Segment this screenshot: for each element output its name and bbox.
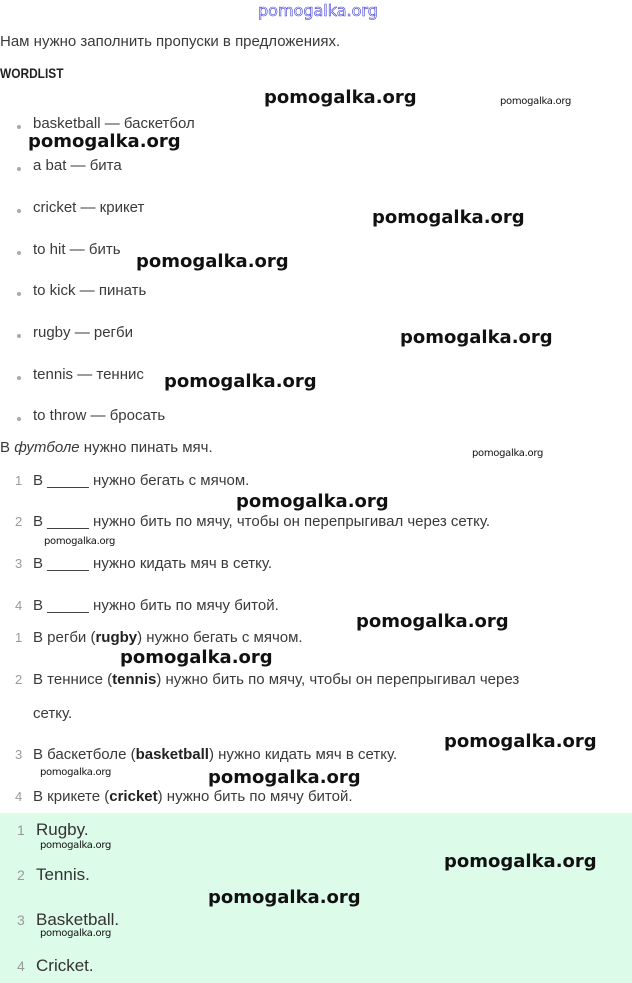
answer-post: ) нужно кидать мяч в сетку. — [208, 746, 398, 763]
short-answer-number: 1 — [17, 822, 25, 838]
question-number: 1 — [15, 473, 23, 488]
watermark: pomogalka.org — [136, 251, 289, 272]
answer-number: 3 — [15, 747, 23, 762]
example-sentence — [0, 439, 213, 457]
watermark: pomogalka.org — [40, 928, 112, 939]
watermark: pomogalka.org — [444, 851, 597, 872]
short-answer: Basketball. — [36, 910, 120, 929]
watermark: pomogalka.org — [500, 96, 572, 107]
watermark: pomogalka.org — [400, 327, 553, 348]
watermark: pomogalka.org — [208, 767, 361, 788]
wordlist-item: a bat — бита — [33, 157, 122, 174]
example-pre: В — [0, 439, 15, 456]
bullet-icon — [17, 167, 21, 171]
question-number: 4 — [15, 598, 23, 613]
bullet-icon — [17, 209, 21, 213]
wordlist-item: to kick — пинать — [33, 282, 147, 299]
answer-text — [33, 788, 353, 806]
intro-text: Нам нужно заполнить пропуски в предложениях. — [0, 33, 341, 50]
header-watermark: pomogalka.org — [258, 1, 378, 20]
watermark: pomogalka.org — [356, 611, 509, 632]
answer-post: ) нужно бить по мячу битой. — [157, 788, 353, 805]
question-number: 2 — [15, 514, 23, 529]
wordlist-title: WORDLIST — [0, 65, 64, 81]
answer-bold: tennis — [112, 671, 157, 688]
watermark: pomogalka.org — [164, 371, 317, 392]
answer-text — [33, 746, 397, 764]
wordlist-item: rugby — регби — [33, 324, 133, 341]
watermark: pomogalka.org — [40, 840, 112, 851]
answer-bold: basketball — [135, 746, 209, 763]
watermark: pomogalka.org — [264, 87, 417, 108]
bullet-icon — [17, 292, 21, 296]
short-answer: Rugby. — [36, 820, 89, 839]
watermark: pomogalka.org — [44, 536, 116, 547]
answer-number: 2 — [15, 672, 23, 687]
question-text: В _____ нужно бить по мячу, чтобы он перепрыгивал через сетку. — [33, 513, 491, 530]
wordlist-item: tennis — теннис — [33, 366, 144, 383]
answer-pre: В регби ( — [33, 629, 96, 646]
question-text: В _____ нужно бить по мячу битой. — [33, 597, 279, 614]
wordlist-item: to throw — бросать — [33, 407, 166, 424]
example-italic: футболе — [14, 439, 80, 456]
question-number: 3 — [15, 556, 23, 571]
answer-post: ) нужно бить по мячу, чтобы он перепрыгивал через — [156, 671, 520, 688]
answer-text — [33, 629, 303, 647]
watermark: pomogalka.org — [444, 731, 597, 752]
answer-number: 4 — [15, 789, 23, 804]
bullet-icon — [17, 125, 21, 129]
answer-post: ) нужно бегать с мячом. — [137, 629, 303, 646]
short-answer-number: 3 — [17, 912, 25, 928]
wordlist-item: cricket — крикет — [33, 199, 145, 216]
question-text: В _____ нужно бегать с мячом. — [33, 472, 250, 489]
answer-text-continuation: сетку. — [33, 705, 73, 722]
short-answer-number: 4 — [17, 958, 25, 974]
bullet-icon — [17, 376, 21, 380]
short-answer: Tennis. — [36, 865, 90, 884]
bullet-icon — [17, 417, 21, 421]
question-text: В _____ нужно кидать мяч в сетку. — [33, 555, 273, 572]
answer-number: 1 — [15, 630, 23, 645]
watermark: pomogalka.org — [208, 887, 361, 908]
answer-pre: В крикете ( — [33, 788, 110, 805]
answer-pre: В теннисе ( — [33, 671, 113, 688]
watermark: pomogalka.org — [120, 647, 273, 668]
short-answer: Cricket. — [36, 956, 94, 975]
watermark: pomogalka.org — [472, 448, 544, 459]
watermark: pomogalka.org — [40, 767, 112, 778]
watermark: pomogalka.org — [372, 207, 525, 228]
bullet-icon — [17, 251, 21, 255]
wordlist-item: basketball — баскетбол — [33, 115, 195, 132]
bullet-icon — [17, 334, 21, 338]
answer-bold: rugby — [95, 629, 138, 646]
example-post: нужно пинать мяч. — [79, 439, 213, 456]
watermark: pomogalka.org — [236, 491, 389, 512]
watermark: pomogalka.org — [28, 131, 181, 152]
wordlist-item: to hit — бить — [33, 241, 121, 258]
answer-text — [33, 671, 519, 689]
short-answer-number: 2 — [17, 867, 25, 883]
answer-bold: cricket — [109, 788, 158, 805]
answer-pre: В баскетболе ( — [33, 746, 136, 763]
